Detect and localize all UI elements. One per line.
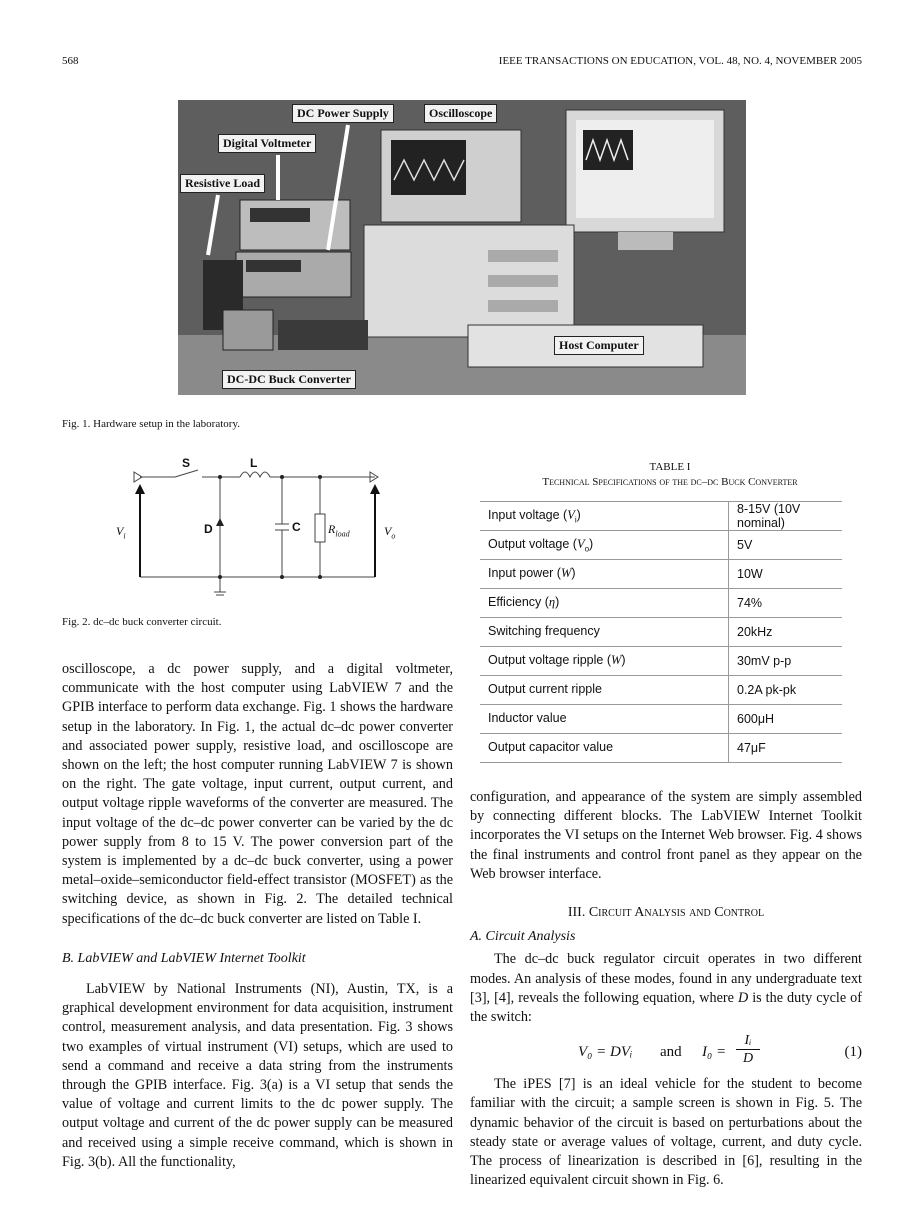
table-row bbox=[480, 734, 842, 763]
eq-denominator: D bbox=[742, 1051, 754, 1067]
param-cell: Inductor value bbox=[480, 705, 729, 734]
equation-1 bbox=[470, 1033, 862, 1073]
switch-label: S bbox=[182, 456, 191, 470]
subsection-b-heading: B. LabVIEW and LabVIEW Internet Toolkit bbox=[62, 950, 306, 966]
param-cell: Efficiency (η) bbox=[480, 589, 729, 618]
label-resistive-load: Resistive Load bbox=[180, 174, 265, 193]
right-para-3: The iPES [7] is an ideal vehicle for the student to become familiar with the circuit; a sample screen is shown in Fig. 5. The dynamic behavior of the circuit is based on perturbations about the steady state or average values of voltage, current, and duty cycle. The process of linearization is described in [6], resulting in the linearized equivalent circuit shown in Fig. 6. bbox=[470, 1076, 862, 1189]
value-cell: 0.2A pk-pk bbox=[729, 676, 843, 705]
vi-label: $V_i$ bbox=[116, 524, 126, 541]
table1-title: Technical Specifications of the dc–dc Buck Converter bbox=[542, 476, 798, 488]
fig2-caption: Fig. 2. dc–dc buck converter circuit. bbox=[62, 616, 222, 628]
eq-io: I₀ = bbox=[702, 1044, 727, 1061]
table-row bbox=[480, 589, 842, 618]
table-row bbox=[480, 502, 842, 531]
table-row bbox=[480, 618, 842, 647]
inductor-label: L bbox=[250, 456, 258, 470]
param-cell: Output voltage ripple (W) bbox=[480, 647, 729, 676]
rload-label: $R_{load}$ bbox=[328, 522, 350, 539]
journal-header: IEEE TRANSACTIONS ON EDUCATION, VOL. 48, NO. 4, NOVEMBER 2005 bbox=[498, 55, 862, 67]
param-cell: Input voltage $(V_i)$ bbox=[480, 502, 729, 531]
value-cell: 30mV p-p bbox=[729, 647, 843, 676]
eq-vo: V₀ = DVᵢ bbox=[578, 1044, 633, 1061]
table-row bbox=[480, 560, 842, 589]
buck-circuit-diagram bbox=[110, 452, 410, 602]
left-para-1: oscilloscope, a dc power supply, and a digital voltmeter, communicate with the host computer using LabVIEW 7 and the GPIB interface to perform data exchange. Fig. 1 shows the hardware setup in the laboratory. In Fig. 1, the actual dc–dc power converter and associated power supply, resistive load, and oscilloscope are shown on the left; the host computer running LabVIEW 7 is shown on the right. The gate voltage, input current, output current, and output voltage ripple waveforms of the converter are measured. The input voltage of the dc–dc power converter can be varied by the dc power supply from 8 to 15 V. The power conversion part of the system is implemented by a dc–dc buck converter, using a power metal–oxide–semiconductor field-effect transistor (MOSFET) as the switching device, as shown in Fig. 2. The detailed technical specifications of the dc–dc buck converter are listed on Table I. bbox=[62, 661, 453, 927]
value-cell: 10W bbox=[729, 560, 843, 589]
table1-number: TABLE I bbox=[649, 461, 691, 473]
eq-number: (1) bbox=[844, 1044, 862, 1061]
subsection-a-heading: A. Circuit Analysis bbox=[470, 929, 576, 945]
label-digital-voltmeter: Digital Voltmeter bbox=[218, 134, 316, 153]
value-cell: 600μH bbox=[729, 705, 843, 734]
spec-table bbox=[480, 501, 842, 763]
fig1-photo bbox=[178, 100, 746, 395]
value-cell: 47μF bbox=[729, 734, 843, 763]
value-cell: 74% bbox=[729, 589, 843, 618]
value-cell: 20kHz bbox=[729, 618, 843, 647]
param-cell: Output current ripple bbox=[480, 676, 729, 705]
fig2-circuit bbox=[110, 452, 410, 602]
table1 bbox=[480, 501, 842, 763]
table-row bbox=[480, 676, 842, 705]
vo-label: $V_o$ bbox=[384, 524, 396, 541]
label-dc-dc-buck-converter: DC-DC Buck Converter bbox=[222, 370, 356, 389]
right-para-2: The dc–dc buck regulator circuit operates in two different modes. An analysis of these modes, found in any undergraduate text [3], [4], reveals the following equation, where D is the duty cycle of the switch: bbox=[470, 951, 862, 1026]
param-cell: Input power (W) bbox=[480, 560, 729, 589]
capacitor-label: C bbox=[292, 520, 301, 534]
param-cell: Output capacitor value bbox=[480, 734, 729, 763]
section-iii-heading: III. Circuit Analysis and Control bbox=[567, 905, 765, 921]
label-oscilloscope: Oscilloscope bbox=[424, 104, 497, 123]
eq-numerator: Iᵢ bbox=[736, 1033, 760, 1050]
label-host-computer: Host Computer bbox=[554, 336, 644, 355]
param-cell: Switching frequency bbox=[480, 618, 729, 647]
value-cell: 5V bbox=[729, 531, 843, 560]
left-column bbox=[62, 660, 453, 1172]
table-row bbox=[480, 647, 842, 676]
param-cell: Output voltage $(V_o)$ bbox=[480, 531, 729, 560]
eq-and: and bbox=[660, 1044, 682, 1061]
right-para-1: configuration, and appearance of the system are simply assembled by connecting different blocks. The LabVIEW Internet Toolkit incorporates the VI setups on the Internet Web browser. Fig. 4 shows the final instruments and control front panel as they appear on the Web browser interface. bbox=[470, 789, 862, 882]
diode-label: D bbox=[204, 522, 213, 536]
table-row bbox=[480, 705, 842, 734]
left-para-2: LabVIEW by National Instruments (NI), Austin, TX, is a graphical development environment for data acquisition, instrument control, measurement analysis, and data presentation. Fig. 3 shows two examples of virtual instrument (VI) setups, which are used to send a command and receive a data string from the instruments through the GPIB interface. Fig. 3(a) is a VI setup that sends the value of voltage and current limits to the dc power supply. The output voltage and current of the dc power supply can be measured and received using a simple receive command, which is shown in Fig. 3(b). All the functionality, bbox=[62, 981, 453, 1170]
right-column bbox=[470, 788, 862, 1190]
value-cell: 8-15V (10V nominal) bbox=[729, 502, 843, 531]
label-dc-power-supply: DC Power Supply bbox=[292, 104, 394, 123]
table-row bbox=[480, 531, 842, 560]
page-number: 568 bbox=[62, 55, 79, 67]
fig1-caption: Fig. 1. Hardware setup in the laboratory. bbox=[62, 418, 240, 430]
